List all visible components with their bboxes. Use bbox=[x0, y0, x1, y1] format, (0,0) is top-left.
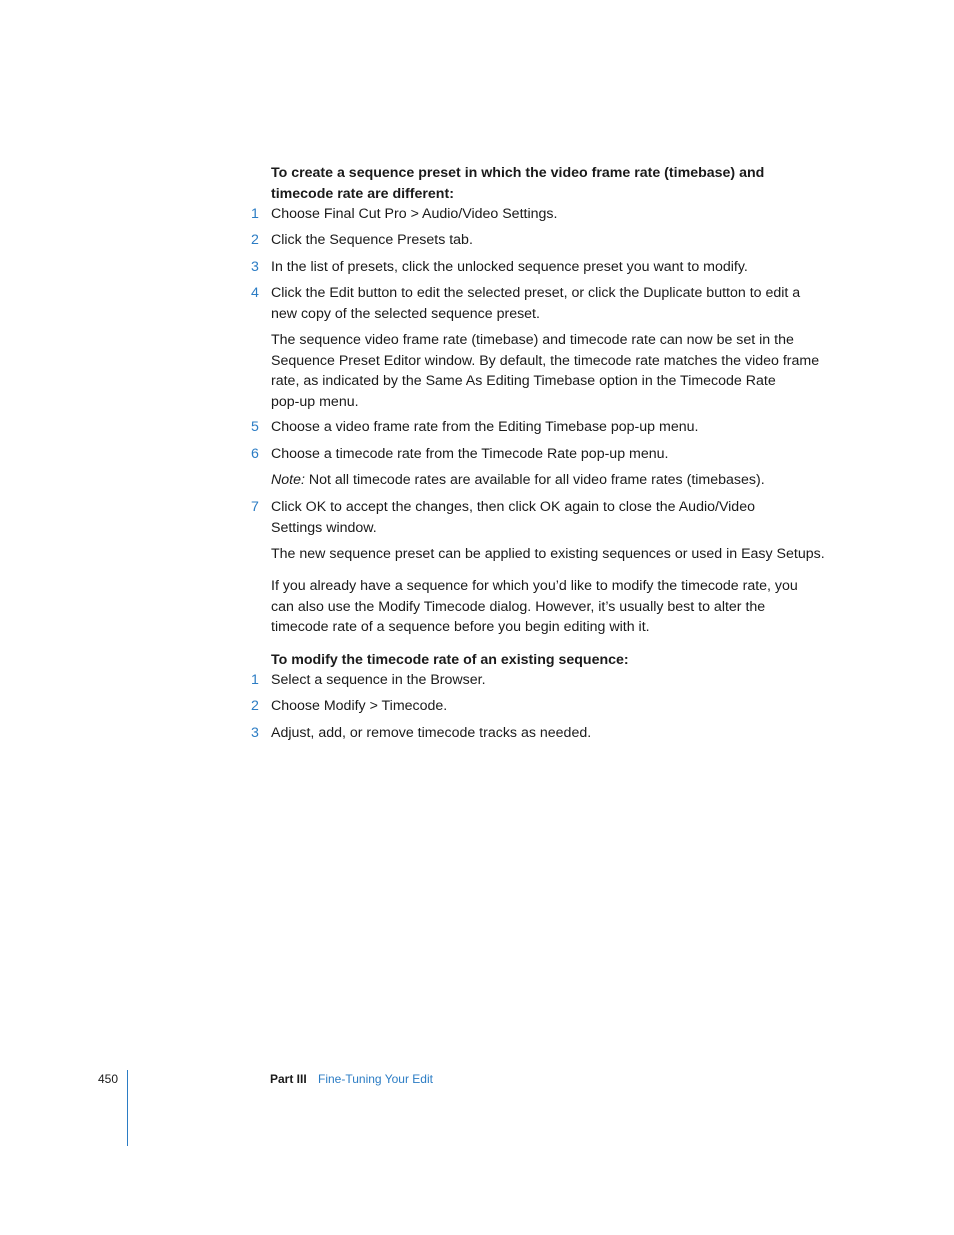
procedure-heading bbox=[271, 650, 811, 671]
step-number: 1 bbox=[251, 672, 259, 688]
step-item bbox=[251, 723, 826, 744]
step-item bbox=[251, 444, 826, 465]
step-item bbox=[251, 696, 826, 717]
step-item bbox=[251, 670, 826, 691]
part-label: Part III bbox=[270, 1072, 307, 1086]
paragraph-line: can also use the Modify Timecode dialog. However, it’s usually best to alter the bbox=[271, 598, 766, 615]
step-item bbox=[251, 283, 821, 324]
step-number: 1 bbox=[251, 206, 259, 222]
step-text: Select a sequence in the Browser. bbox=[271, 672, 486, 688]
step-number: 3 bbox=[251, 725, 259, 741]
paragraph-line: timecode rate of a sequence before you begin editing with it. bbox=[271, 619, 650, 635]
step-number: 3 bbox=[251, 259, 259, 275]
note bbox=[271, 470, 826, 491]
note-label: Note: bbox=[271, 472, 305, 488]
step-number: 2 bbox=[251, 698, 259, 714]
step-number: 6 bbox=[251, 446, 259, 462]
body-paragraph bbox=[271, 576, 826, 638]
part-title: Fine-Tuning Your Edit bbox=[318, 1072, 433, 1086]
paragraph-line: rate, as indicated by the Same As Editing Timebase option in the Timecode Rate bbox=[271, 373, 776, 389]
heading-line: To modify the timecode rate of an existing sequence: bbox=[271, 652, 629, 668]
paragraph-line: pop-up menu. bbox=[271, 393, 359, 410]
step-number: 2 bbox=[251, 232, 259, 248]
step-item bbox=[251, 257, 826, 278]
step-number: 5 bbox=[251, 419, 259, 435]
step-text: Click the Sequence Presets tab. bbox=[271, 232, 473, 248]
step-text: Click OK to accept the changes, then click OK again to close the Audio/Video Settings window. bbox=[271, 499, 755, 536]
step-text: Choose Modify > Timecode. bbox=[271, 698, 448, 714]
step-text: Choose Final Cut Pro > Audio/Video Settings. bbox=[271, 206, 558, 222]
step-item bbox=[251, 417, 826, 438]
step-number: 4 bbox=[251, 285, 259, 301]
step-text: Click the Edit button to edit the selected preset, or click the Duplicate button to edit a new copy of the selected sequence preset. bbox=[271, 285, 801, 322]
procedure-heading bbox=[271, 163, 811, 205]
step-item bbox=[251, 204, 826, 225]
page-number: 450 bbox=[98, 1072, 119, 1086]
paragraph-line: The sequence video frame rate (timebase) and timecode rate can now be set in the bbox=[271, 332, 794, 348]
step-text: In the list of presets, click the unlocked sequence preset you want to modify. bbox=[271, 259, 748, 275]
step-item bbox=[251, 230, 826, 251]
paragraph-line: If you already have a sequence for which you’d like to modify the timecode rate, you bbox=[271, 578, 798, 594]
heading-line: timecode rate are different: bbox=[271, 186, 454, 202]
paragraph-line: Sequence Preset Editor window. By default, the timecode rate matches the video frame bbox=[271, 352, 820, 369]
footer-divider bbox=[127, 1070, 128, 1146]
step-text: Choose a timecode rate from the Timecode Rate pop-up menu. bbox=[271, 446, 669, 462]
step-text: Adjust, add, or remove timecode tracks as needed. bbox=[271, 725, 592, 741]
step-explanation bbox=[271, 330, 826, 412]
note-text: Not all timecode rates are available for all video frame rates (timebases). bbox=[308, 472, 765, 488]
step-number: 7 bbox=[251, 499, 259, 515]
heading-line: To create a sequence preset in which the video frame rate (timebase) and bbox=[271, 165, 765, 181]
step-explanation bbox=[271, 544, 851, 565]
paragraph-line: The new sequence preset can be applied to existing sequences or used in Easy Setups. bbox=[271, 546, 825, 562]
step-item bbox=[251, 497, 771, 538]
step-text: Choose a video frame rate from the Editing Timebase pop-up menu. bbox=[271, 419, 699, 435]
